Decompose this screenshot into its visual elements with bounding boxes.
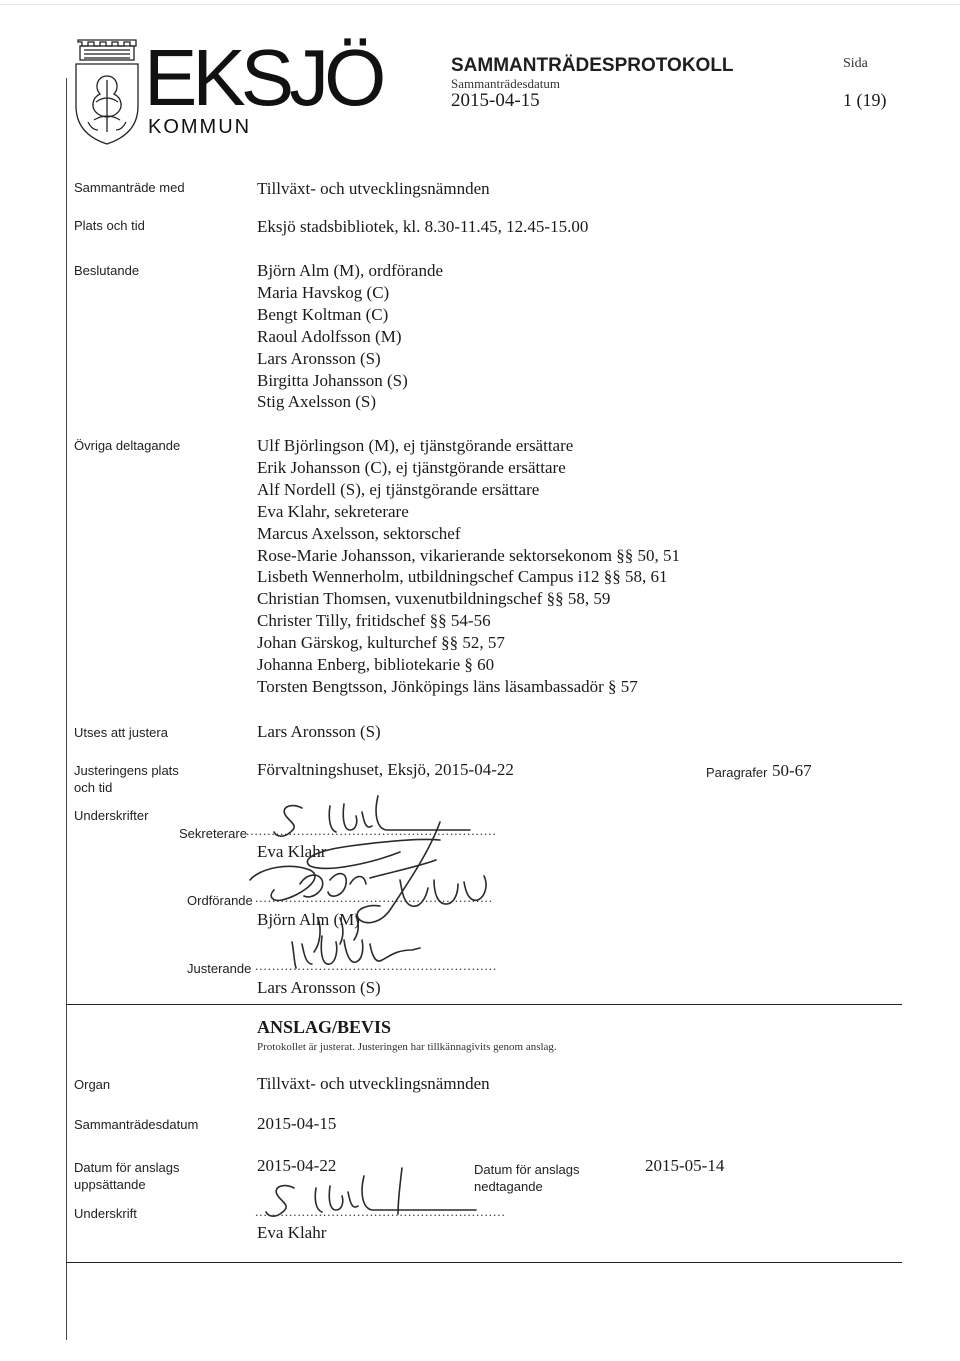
- notice-signature-label: Underskrift: [74, 1206, 137, 1221]
- list-item: Lisbeth Wennerholm, utbildningschef Campus i12 §§ 58, 61: [257, 567, 668, 587]
- adjust-place-value: Förvaltningshuset, Eksjö, 2015-04-22: [257, 760, 514, 779]
- secretary-label: Sekreterare: [179, 826, 247, 841]
- list-item: Bengt Koltman (C): [257, 304, 389, 324]
- chair-name: Björn Alm (M): [257, 910, 360, 929]
- notice-date-label: Sammanträdesdatum: [74, 1117, 199, 1132]
- list-item: Stig Axelsson (S): [257, 392, 377, 412]
- organ-value: Tillväxt- och utvecklingsnämnden: [257, 1074, 490, 1093]
- list-item: Torsten Bengtsson, Jönköpings läns läsambassadör § 57: [257, 676, 638, 696]
- coat-of-arms-icon: [72, 36, 142, 148]
- section-divider: [66, 1004, 902, 1005]
- organ-label: Organ: [74, 1077, 111, 1092]
- body-value: Tillväxt- och utvecklingsnämnden: [257, 179, 490, 198]
- adjuster-label: Utses att justera: [74, 725, 168, 740]
- list-item: Eva Klahr, sekreterare: [257, 501, 409, 521]
- notice-date-value: 2015-04-15: [257, 1114, 337, 1133]
- place-value: Eksjö stadsbibliotek, kl. 8.30-11.45, 12.45-15.00: [257, 217, 589, 236]
- municipality-sub: KOMMUN: [148, 116, 252, 138]
- list-item: Björn Alm (M), ordförande: [257, 261, 444, 280]
- page-label: Sida: [843, 56, 868, 71]
- top-rule: [0, 4, 960, 5]
- place-label: Plats och tid: [74, 218, 145, 233]
- list-item: Alf Nordell (S), ej tjänstgörande ersättare: [257, 479, 540, 499]
- posted-label: Datum för anslags uppsättande: [74, 1160, 180, 1192]
- other-participants-list: [257, 435, 680, 698]
- notice-signature-line: ...........................................................: [255, 1204, 506, 1219]
- adjuster-signature-line: .........................................................: [255, 958, 498, 973]
- municipality-logo: [72, 33, 382, 148]
- meeting-date: 2015-04-15: [451, 90, 540, 111]
- notice-signature-name: Eva Klahr: [257, 1223, 327, 1242]
- signatures-label: Underskrifter: [74, 808, 149, 823]
- removed-label: Datum för anslags nedtagande: [474, 1162, 580, 1194]
- paragraphs-value: 50-67: [772, 761, 812, 780]
- left-margin-line: [66, 78, 67, 1340]
- adjuster-sign-label: Justerande: [187, 961, 252, 976]
- list-item: Christian Thomsen, vuxenutbildningschef §§ 58, 59: [257, 589, 611, 609]
- chair-signature-line: ........................................................: [255, 890, 493, 905]
- adjuster-value: Lars Aronsson (S): [257, 722, 381, 741]
- decision-makers-list: [257, 260, 443, 413]
- list-item: Johan Gärskog, kulturchef §§ 52, 57: [257, 633, 505, 653]
- body-label: Sammanträde med: [74, 180, 185, 195]
- document-type: SAMMANTRÄDESPROTOKOLL: [451, 55, 734, 76]
- date-label: Sammanträdesdatum: [451, 76, 561, 91]
- list-item: Lars Aronsson (S): [257, 348, 381, 368]
- chair-label: Ordförande: [187, 893, 253, 908]
- list-item: Maria Havskog (C): [257, 282, 390, 302]
- decision-makers-label: Beslutande: [74, 263, 140, 278]
- secretary-signature-line: ...........................................................: [246, 823, 497, 838]
- bottom-divider: [66, 1262, 902, 1263]
- municipality-name: EKSJÖ: [144, 33, 382, 122]
- adjust-place-label: Justeringens plats och tid: [74, 763, 179, 795]
- posted-value: 2015-04-22: [257, 1156, 337, 1175]
- secretary-name: Eva Klahr: [257, 842, 327, 861]
- list-item: Marcus Axelsson, sektorschef: [257, 523, 461, 543]
- list-item: Rose-Marie Johansson, vikarierande sektorsekonom §§ 50, 51: [257, 545, 681, 565]
- list-item: Christer Tilly, fritidschef §§ 54-56: [257, 611, 491, 631]
- paragraphs-label: Paragrafer: [706, 765, 768, 780]
- list-item: Birgitta Johansson (S): [257, 370, 408, 390]
- other-participants-label: Övriga deltagande: [74, 438, 181, 453]
- notice-subtitle: Protokollet är justerat. Justeringen har tillkännagivits genom anslag.: [257, 1041, 557, 1053]
- page-number: 1 (19): [843, 90, 887, 110]
- notice-title: ANSLAG/BEVIS: [257, 1017, 392, 1037]
- removed-value: 2015-05-14: [645, 1156, 725, 1175]
- list-item: Erik Johansson (C), ej tjänstgörande ersättare: [257, 457, 566, 477]
- adjuster-name: Lars Aronsson (S): [257, 978, 381, 997]
- list-item: Johanna Enberg, bibliotekarie § 60: [257, 655, 495, 675]
- list-item: Ulf Björlingson (M), ej tjänstgörande ersättare: [257, 436, 574, 455]
- list-item: Raoul Adolfsson (M): [257, 326, 402, 346]
